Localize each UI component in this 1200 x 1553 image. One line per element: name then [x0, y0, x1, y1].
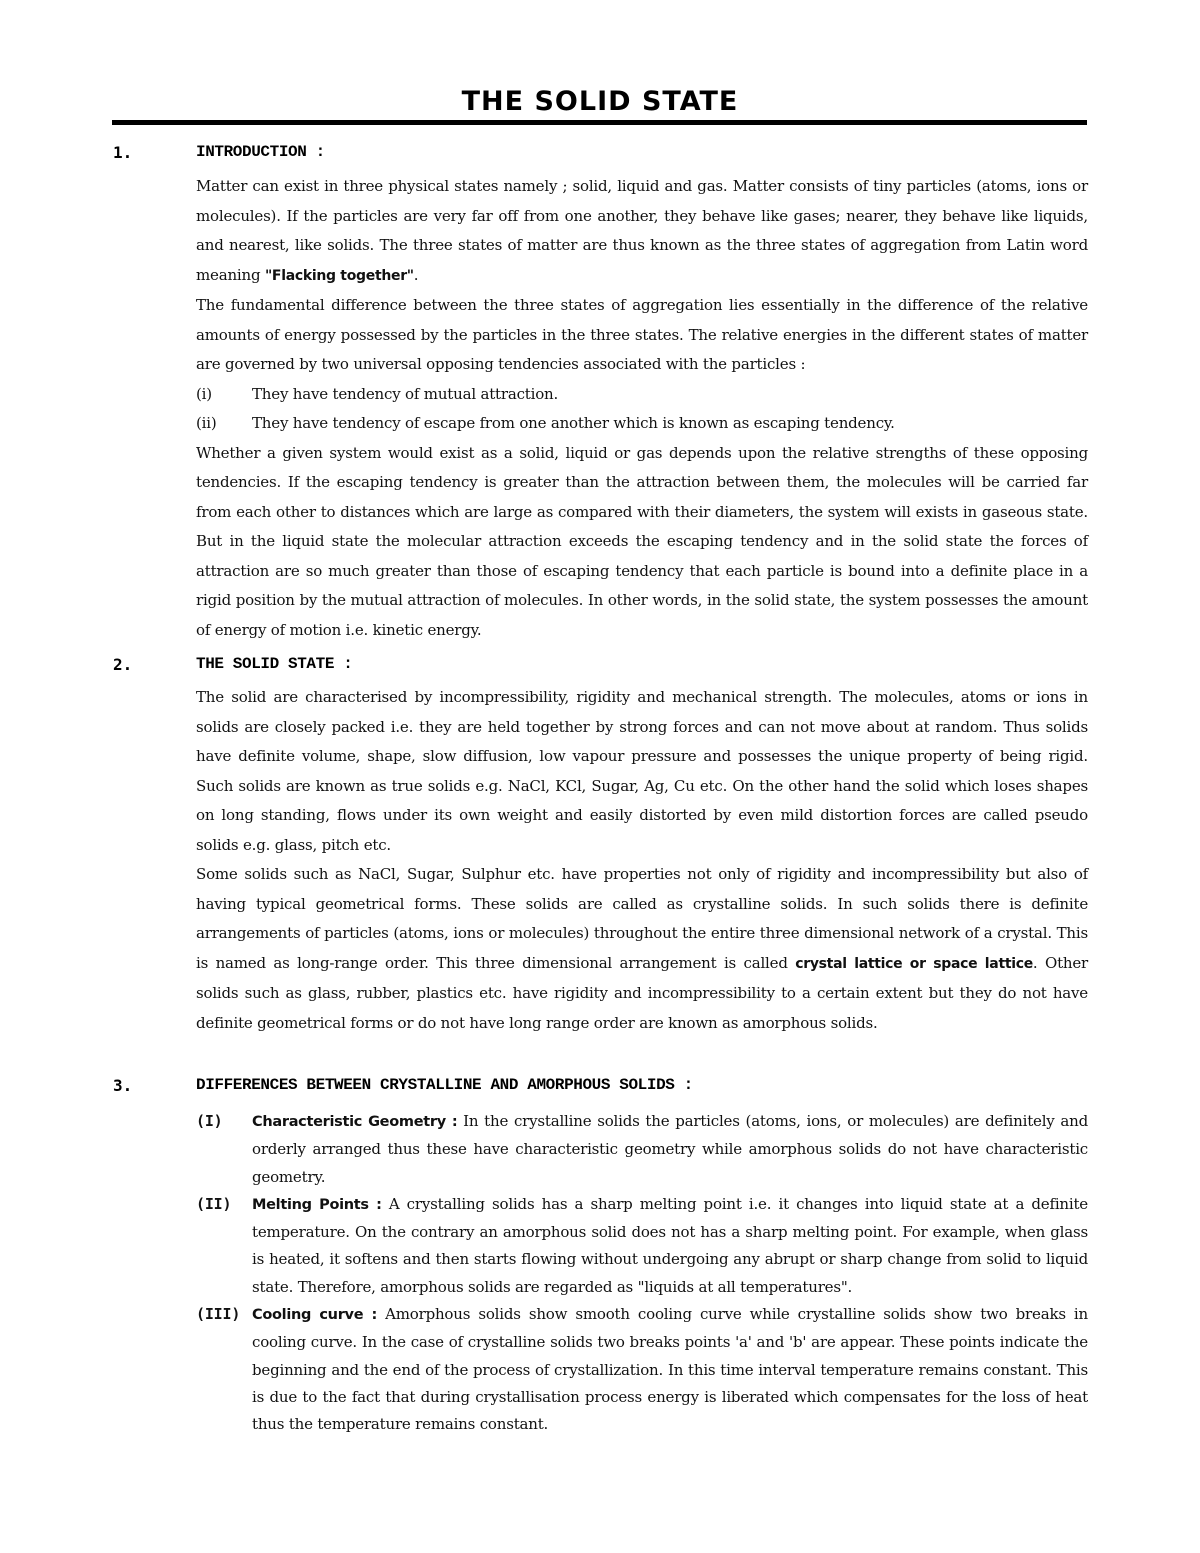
- section-2-paragraph-2-text: Some solids such as NaCl, Sugar, Sulphur etc. have properties not only of rigidity and incompressibility but also of having typical geometrical forms. These solids are called as crystalline solids. In such solids there is definite arrangements of particles (atoms, ions or molecules) throughout the entire three dimensional network of a crystal. This is named as long-range order. This three dimensional arrangement is called: [196, 865, 1088, 972]
- list-item: [196, 409, 1088, 439]
- section-2-paragraph-2-end: . Other solids such as glass, rubber, plastics etc. have rigidity and incompressibility to a certain extent but they do not have definite geometrical forms or do not have long range order are known as amorphous solids.: [196, 953, 1089, 1032]
- list-item-text: [252, 1301, 1088, 1438]
- section-3-heading: DIFFERENCES BETWEEN CRYSTALLINE AND AMORPHOUS SOLIDS :: [196, 1076, 693, 1094]
- list-item-term: Melting Points :: [252, 1196, 382, 1213]
- list-item-text: They have tendency of escape from one another which is known as escaping tendency.: [252, 414, 895, 432]
- list-item-label: (II): [196, 1194, 232, 1213]
- section-2-paragraph-2: [196, 860, 1088, 1038]
- list-item-text: [252, 1191, 1088, 1301]
- section-1-number: 1.: [113, 143, 133, 162]
- list-item: [196, 1108, 1088, 1191]
- list-item-label: (i): [196, 384, 212, 403]
- section-1-body: [196, 172, 1088, 645]
- list-item: [196, 1191, 1088, 1301]
- list-item-label: (III): [196, 1305, 241, 1324]
- list-item: [196, 380, 1088, 410]
- section-1-paragraph-2: The fundamental difference between the three states of aggregation lies essentially in the difference of the relative amounts of energy possessed by the particles in the three states. The relative energies in the different states of matter are governed by two universal opposing tendencies associated with the particles :: [196, 296, 1088, 373]
- list-item-description: A crystalling solids has a sharp melting point i.e. it changes into liquid state at a definite temperature. On the contrary an amorphous solid does not has a sharp melting point. For example, when glass is heated, it softens and then starts flowing without undergoing any abrupt or sharp change from solid to liquid state. Therefore, amorphous solids are regarded as "liquids at all temperatures".: [252, 1194, 1088, 1296]
- section-3-items: [196, 1108, 1088, 1439]
- crystal-lattice-term: crystal lattice or space lattice: [795, 955, 1033, 972]
- list-item-label: (I): [196, 1112, 223, 1130]
- list-item-text: [252, 1108, 1088, 1191]
- section-2-paragraph-1: The solid are characterised by incompressibility, rigidity and mechanical strength. The molecules, atoms or ions in solids are closely packed i.e. they are held together by strong forces and can not move about at random. Thus solids have definite volume, shape, slow diffusion, low vapour pressure and possesses the unique property of being rigid. Such solids are known as true solids e.g. NaCl, KCl, Sugar, Ag, Cu etc. On the other hand the solid which loses shapes on long standing, flows under its own weight and easily distorted by even mild distortion forces are called pseudo solids e.g. glass, pitch etc.: [196, 688, 1088, 854]
- list-item: [196, 1301, 1088, 1438]
- section-1-paragraph-1-text: Matter can exist in three physical states namely ; solid, liquid and gas. Matter consists of tiny particles (atoms, ions or molecules). If the particles are very far off from one another, they behave like gases; nearer, they behave like liquids, and nearest, like solids. The three states of matter are thus known as the three states of aggregation from Latin word meaning: [196, 177, 1088, 284]
- flacking-together-term: "Flacking together": [264, 267, 414, 284]
- section-1-paragraph-1-end: .: [413, 265, 419, 284]
- section-1-heading: INTRODUCTION :: [196, 143, 325, 161]
- list-item-term: Cooling curve :: [252, 1307, 378, 1324]
- section-2-heading: THE SOLID STATE :: [196, 655, 353, 673]
- section-3-number: 3.: [113, 1076, 133, 1095]
- section-2-number: 2.: [113, 655, 133, 674]
- section-2-body: [196, 683, 1088, 1038]
- section-1-paragraph-1: [196, 172, 1088, 291]
- section-1-paragraph-3: Whether a given system would exist as a solid, liquid or gas depends upon the relative strengths of these opposing tendencies. If the escaping tendency is greater than the attraction between them, the molecules will be carried far from each other to distances which are large as compared with their diameters, the system will exists in gaseous state. But in the liquid state the molecular attraction exceeds the escaping tendency and in the solid state the forces of attraction are so much greater than those of escaping tendency that each particle is bound into a definite place in a rigid position by the mutual attraction of molecules. In other words, in the solid state, the system possesses the amount of energy of motion i.e. kinetic energy.: [196, 443, 1088, 639]
- title-divider: [112, 120, 1087, 125]
- list-item-description: In the crystalline solids the particles (atoms, ions, or molecules) are definitely and orderly arranged thus these have characteristic geometry while amorphous solids do not have characteristic geometry.: [252, 1112, 1088, 1186]
- list-item-text: They have tendency of mutual attraction.: [252, 384, 559, 403]
- list-item-term: Characteristic Geometry :: [252, 1114, 458, 1130]
- list-item-description: Amorphous solids show smooth cooling curve while crystalline solids show two breaks in cooling curve. In the case of crystalline solids two breaks points 'a' and 'b' are appear. These points indicate the beginning and the end of the process of crystallization. In this time interval temperature remains constant. This is due to the fact that during crystallisation process energy is liberated which compensates for the loss of heat thus the temperature remains constant.: [252, 1305, 1088, 1434]
- page-title: THE SOLID STATE: [461, 86, 739, 117]
- list-item-label: (ii): [196, 414, 217, 432]
